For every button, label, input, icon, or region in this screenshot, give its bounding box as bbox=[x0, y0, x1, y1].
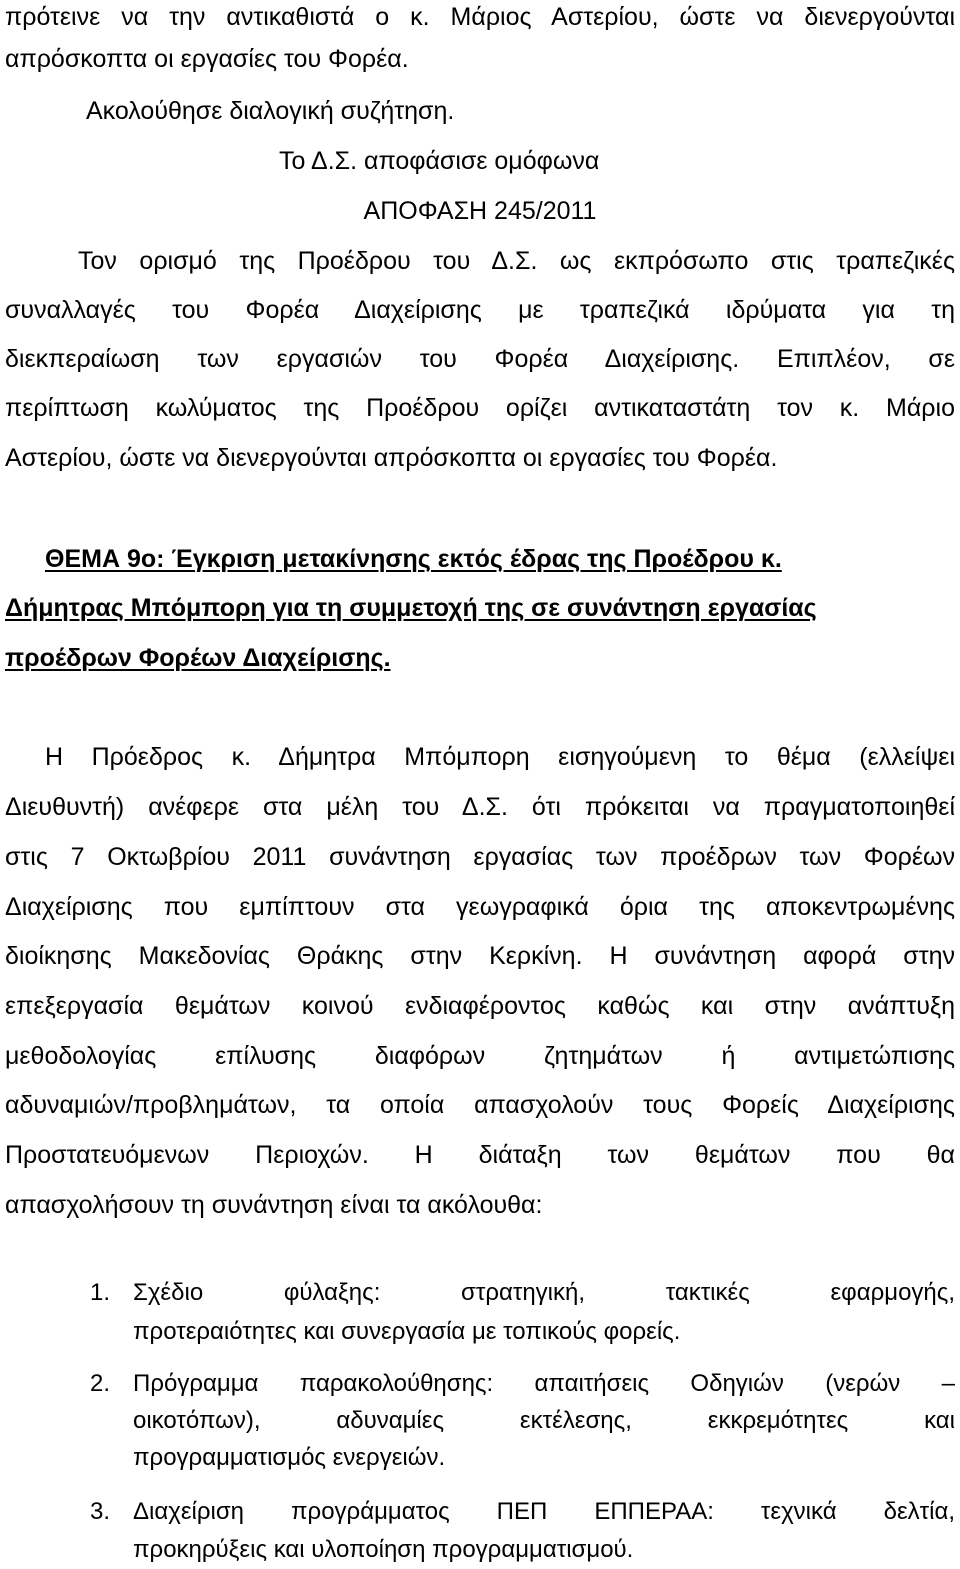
topic-body-line: μεθοδολογίας επίλυσης διαφόρων ζητημάτων ή αντιμετώπισης bbox=[5, 1042, 955, 1070]
agenda-item-number: 2. bbox=[90, 1370, 111, 1397]
decision-line: Τον ορισμό της Προέδρου του Δ.Σ. ως εκπρόσωπο στις τραπεζικές bbox=[78, 247, 955, 275]
agenda-item-line: Σχέδιο φύλαξης: στρατηγική, τακτικές εφαρμογής, bbox=[133, 1279, 955, 1306]
agenda-item-number: 1. bbox=[90, 1279, 111, 1306]
topic-body-line: διοίκησης Μακεδονίας Θράκης στην Κερκίνη. Η συνάντηση αφορά στην bbox=[5, 942, 955, 970]
decision-line: διεκπεραίωση των εργασιών του Φορέα Διαχείρισης. Επιπλέον, σε bbox=[5, 345, 955, 373]
agenda-item-line: οικοτόπων), αδυναμίες εκτέλεσης, εκκρεμότητες και bbox=[133, 1407, 955, 1434]
decision-line: συναλλαγές του Φορέα Διαχείρισης με τραπεζικά ιδρύματα για τη bbox=[5, 296, 955, 324]
topic-body-line: απασχολήσουν τη συνάντηση είναι τα ακόλουθα: bbox=[5, 1191, 543, 1219]
topic-body-line: Η Πρόεδρος κ. Δήμητρα Μπόμπορη εισηγούμενη το θέμα (ελλείψει bbox=[45, 743, 955, 771]
agenda-item-line: Πρόγραμμα παρακολούθησης: απαιτήσεις Οδηγιών (νερών – bbox=[133, 1370, 955, 1397]
topic-body-line: στις 7 Οκτωβρίου 2011 συνάντηση εργασίας των προέδρων των Φορέων bbox=[5, 843, 955, 871]
agenda-item-line: προτεραιότητες και συνεργασία με τοπικούς φορείς. bbox=[133, 1318, 681, 1345]
topic-heading-line: προέδρων Φορέων Διαχείρισης. bbox=[5, 644, 391, 672]
agenda-item-line: Διαχείριση προγράμματος ΠΕΠ ΕΠΠΕΡΑΑ: τεχνικά δελτία, bbox=[133, 1498, 955, 1525]
decision-line: Αστερίου, ώστε να διενεργούνται απρόσκοπτα οι εργασίες του Φορέα. bbox=[5, 444, 778, 472]
agenda-item-line: προγραμματισμός ενεργειών. bbox=[133, 1444, 446, 1471]
topic-heading-line: Δήμητρας Μπόμπορη για τη συμμετοχή της σε συνάντηση εργασίας bbox=[5, 594, 817, 622]
topic-body-line: Προστατευόμενων Περιοχών. Η διάταξη των θεμάτων που θα bbox=[5, 1141, 955, 1169]
topic-body-line: Διευθυντή) ανέφερε στα μέλη του Δ.Σ. ότι πρόκειται να πραγματοποιηθεί bbox=[5, 793, 955, 821]
agenda-item-line: προκηρύξεις και υλοποίηση προγραμματισμού. bbox=[133, 1536, 634, 1563]
discussion-note: Ακολούθησε διαλογική συζήτηση. bbox=[86, 97, 455, 125]
decision-title: ΑΠΟΦΑΣΗ 245/2011 bbox=[363, 197, 597, 225]
paragraph-line: απρόσκοπτα οι εργασίες του Φορέα. bbox=[5, 45, 409, 73]
board-decided-line: Το Δ.Σ. αποφάσισε ομόφωνα bbox=[279, 147, 600, 175]
topic-body-line: επεξεργασία θεμάτων κοινού ενδιαφέροντος καθώς και στην ανάπτυξη bbox=[5, 992, 955, 1020]
topic-heading-line: ΘΕΜΑ 9ο: Έγκριση μετακίνησης εκτός έδρας της Προέδρου κ. bbox=[45, 545, 782, 573]
topic-body-line: Διαχείρισης που εμπίπτουν στα γεωγραφικά όρια της αποκεντρωμένης bbox=[5, 893, 955, 921]
decision-line: περίπτωση κωλύματος της Προέδρου ορίζει αντικαταστάτη τον κ. Μάριο bbox=[5, 394, 955, 422]
paragraph-line: πρότεινε να την αντικαθιστά ο κ. Μάριος Αστερίου, ώστε να διενεργούνται bbox=[5, 3, 955, 31]
agenda-item-number: 3. bbox=[90, 1498, 111, 1525]
topic-body-line: αδυναμιών/προβλημάτων, τα οποία απασχολούν τους Φορείς Διαχείρισης bbox=[5, 1091, 955, 1119]
